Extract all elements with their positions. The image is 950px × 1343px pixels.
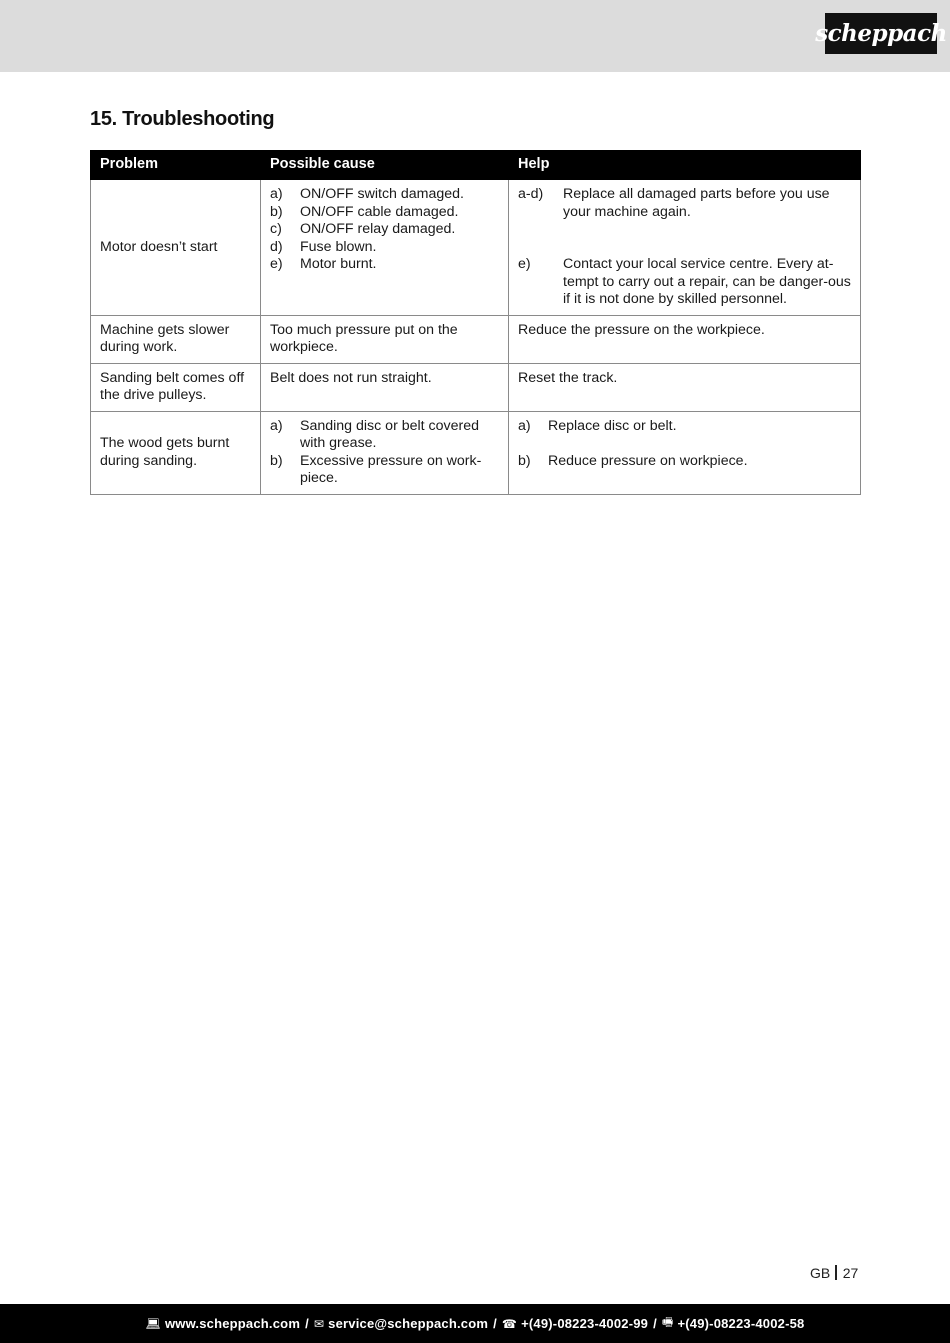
section-title: 15. Troubleshooting — [90, 108, 275, 130]
item-label: b) — [518, 452, 531, 469]
footer-separator: / — [493, 1316, 497, 1331]
brand-logo: scheppach — [825, 13, 937, 54]
problem-cell: Motor doesn’t start — [91, 180, 261, 316]
header-band — [0, 0, 950, 72]
item-label: b) — [270, 203, 283, 220]
item-label: a) — [518, 417, 531, 434]
item-text: Replace disc or belt. — [548, 417, 677, 434]
list-item — [270, 453, 499, 488]
problem-cell: Machine gets slower during work. — [91, 315, 261, 363]
help-cell — [509, 411, 861, 494]
header-help: Help — [509, 151, 861, 180]
list-item — [518, 453, 851, 471]
page-number-divider — [835, 1265, 837, 1280]
item-text: Replace all damaged parts before you use your machine again. — [563, 186, 830, 220]
item-text: Contact your local service centre. Every at-tempt to carry out a repair, can be danger-ous if it is not done by skilled personnel. — [563, 256, 851, 307]
page-number-value: 27 — [842, 1265, 859, 1281]
item-text: Motor burnt. — [300, 256, 377, 272]
footer-website[interactable]: www.scheppach.com — [164, 1316, 301, 1331]
item-text: ON/OFF cable damaged. — [300, 203, 459, 220]
problem-cell: Sanding belt comes off the drive pulleys. — [91, 363, 261, 411]
list-item — [518, 256, 851, 309]
footer-separator: / — [653, 1316, 657, 1331]
cause-cell — [261, 180, 509, 316]
item-label: a) — [270, 417, 283, 434]
cause-cell: Belt does not run straight. — [261, 363, 509, 411]
item-label: c) — [270, 221, 282, 237]
phone-icon: ☎︎ — [501, 1316, 518, 1331]
mail-icon: ✉︎ — [313, 1316, 325, 1331]
table-row — [91, 180, 861, 316]
troubleshooting-table — [90, 150, 861, 495]
problem-cell: The wood gets burnt during sanding. — [91, 411, 261, 494]
item-label: b) — [270, 452, 283, 469]
footer-email[interactable]: service@scheppach.com — [328, 1316, 489, 1331]
item-text: ON/OFF switch damaged. — [300, 186, 464, 202]
cause-cell: Too much pressure put on the workpiece. — [261, 315, 509, 363]
header-possible-cause: Possible cause — [261, 151, 509, 180]
table-row — [91, 411, 861, 494]
item-label: a-d) — [518, 186, 544, 202]
table-header-row — [91, 151, 861, 180]
computer-icon: 💻︎ — [145, 1316, 161, 1331]
item-text: Reduce pressure on workpiece. — [548, 452, 748, 469]
table-row — [91, 363, 861, 411]
item-text: ON/OFF relay damaged. — [300, 221, 456, 237]
list-item — [270, 418, 499, 453]
item-label: e) — [518, 256, 531, 272]
list-item — [518, 186, 851, 221]
page-number — [810, 1265, 858, 1281]
item-text: Excessive pressure on work-piece. — [300, 452, 482, 486]
item-text: Fuse blown. — [300, 238, 377, 255]
list-item — [270, 186, 499, 204]
footer-phone: +(49)-08223-4002-99 — [521, 1316, 649, 1331]
list-item — [270, 256, 499, 274]
page-lang: GB — [810, 1265, 831, 1281]
item-label: d) — [270, 238, 283, 255]
fax-icon: 🖷︎ — [661, 1315, 674, 1329]
footer-fax: +(49)-08223-4002-58 — [677, 1316, 805, 1331]
list-item — [270, 221, 499, 239]
item-label: a) — [270, 186, 283, 202]
cause-cell — [261, 411, 509, 494]
list-item — [270, 239, 499, 257]
item-label: e) — [270, 256, 283, 272]
footer-separator: / — [305, 1316, 309, 1331]
help-cell: Reset the track. — [509, 363, 861, 411]
header-problem: Problem — [91, 151, 261, 180]
footer-bar — [0, 1304, 950, 1343]
item-text: Sanding disc or belt covered with grease. — [300, 417, 480, 451]
help-cell — [509, 180, 861, 316]
help-cell: Reduce the pressure on the workpiece. — [509, 315, 861, 363]
table-row — [91, 315, 861, 363]
list-item — [270, 204, 499, 222]
list-item — [518, 418, 851, 436]
